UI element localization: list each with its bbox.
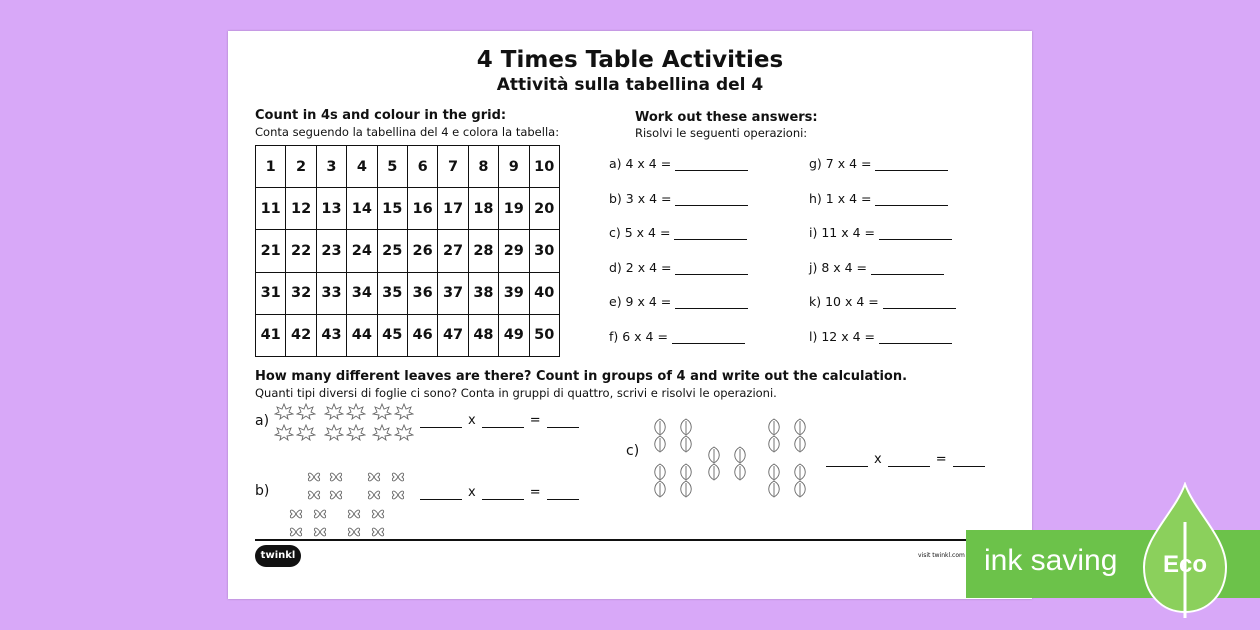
grid-cell[interactable]: 13 bbox=[316, 188, 346, 230]
grid-cell[interactable]: 38 bbox=[468, 272, 498, 314]
grid-cell[interactable]: 11 bbox=[256, 188, 286, 230]
grid-cell[interactable]: 4 bbox=[347, 146, 377, 188]
answer-blank[interactable] bbox=[675, 294, 748, 309]
blank[interactable] bbox=[482, 486, 524, 500]
equals-sign: = bbox=[935, 452, 947, 467]
grid-row bbox=[256, 146, 560, 188]
leaf-icon bbox=[326, 486, 346, 504]
blank[interactable] bbox=[420, 414, 462, 428]
equals-sign: = bbox=[529, 413, 541, 428]
question-item bbox=[609, 156, 748, 171]
leaves-heading: How many different leaves are there? Count in groups of 4 and write out the calculation. bbox=[255, 369, 908, 384]
blank[interactable] bbox=[420, 486, 462, 500]
answer-blank[interactable] bbox=[674, 225, 747, 240]
leaf-icon bbox=[764, 463, 784, 481]
grid-cell[interactable]: 47 bbox=[438, 314, 468, 356]
leaf-icon bbox=[650, 480, 670, 498]
times-sign: x bbox=[468, 413, 476, 428]
grid-cell[interactable]: 8 bbox=[468, 146, 498, 188]
grid-cell[interactable]: 14 bbox=[347, 188, 377, 230]
grid-cell[interactable]: 50 bbox=[529, 314, 559, 356]
grid-cell[interactable]: 9 bbox=[499, 146, 529, 188]
grid-cell[interactable]: 39 bbox=[499, 272, 529, 314]
leaf-icon bbox=[650, 418, 670, 436]
grid-cell[interactable]: 45 bbox=[377, 314, 407, 356]
blank[interactable] bbox=[482, 414, 524, 428]
answer-blank[interactable] bbox=[875, 191, 948, 206]
hundred-grid bbox=[255, 145, 560, 357]
grid-cell[interactable]: 7 bbox=[438, 146, 468, 188]
answer-blank[interactable] bbox=[879, 225, 952, 240]
leaf-icon bbox=[346, 403, 366, 421]
answers-heading: Work out these answers: bbox=[635, 110, 818, 125]
question-text: g) 7 x 4 = bbox=[809, 156, 872, 171]
grid-cell[interactable]: 49 bbox=[499, 314, 529, 356]
answer-blank[interactable] bbox=[883, 294, 956, 309]
leaf-icon bbox=[388, 486, 408, 504]
question-item bbox=[609, 260, 748, 275]
leaf-icon bbox=[364, 486, 384, 504]
question-item bbox=[809, 294, 956, 309]
page-title: 4 Times Table Activities bbox=[476, 47, 784, 73]
grid-cell[interactable]: 6 bbox=[407, 146, 437, 188]
leaf-icon bbox=[790, 435, 810, 453]
leaf-icon bbox=[764, 435, 784, 453]
question-text: d) 2 x 4 = bbox=[609, 259, 672, 275]
question-text: k) 10 x 4 = bbox=[809, 294, 879, 310]
grid-cell[interactable]: 27 bbox=[438, 230, 468, 272]
leaf-icon bbox=[704, 463, 724, 481]
ink-saving-label: ink saving bbox=[984, 544, 1118, 577]
leaf-icon bbox=[344, 505, 364, 523]
calc-a bbox=[420, 413, 579, 428]
grid-cell[interactable]: 3 bbox=[316, 146, 346, 188]
grid-cell[interactable]: 18 bbox=[468, 188, 498, 230]
question-item bbox=[609, 329, 745, 344]
leaf-icon bbox=[310, 505, 330, 523]
grid-cell[interactable]: 36 bbox=[407, 272, 437, 314]
blank[interactable] bbox=[547, 414, 579, 428]
grid-row bbox=[256, 272, 560, 314]
grid-cell[interactable]: 40 bbox=[529, 272, 559, 314]
grid-cell[interactable]: 15 bbox=[377, 188, 407, 230]
grid-cell[interactable]: 16 bbox=[407, 188, 437, 230]
grid-cell[interactable]: 22 bbox=[286, 230, 316, 272]
grid-cell[interactable]: 1 bbox=[256, 146, 286, 188]
leaf-icon bbox=[394, 403, 414, 421]
grid-cell[interactable]: 31 bbox=[256, 272, 286, 314]
leaf-icon bbox=[286, 505, 306, 523]
worksheet bbox=[228, 31, 1032, 599]
answer-blank[interactable] bbox=[675, 260, 748, 275]
grid-cell[interactable]: 17 bbox=[438, 188, 468, 230]
blank[interactable] bbox=[547, 486, 579, 500]
leaf-icon bbox=[650, 463, 670, 481]
answer-blank[interactable] bbox=[672, 329, 745, 344]
blank[interactable] bbox=[826, 453, 868, 467]
grid-cell[interactable]: 24 bbox=[347, 230, 377, 272]
times-sign: x bbox=[468, 485, 476, 500]
question-text: h) 1 x 4 = bbox=[809, 190, 872, 206]
footer-divider bbox=[255, 539, 1007, 541]
answers-subheading: Risolvi le seguenti operazioni: bbox=[635, 126, 808, 140]
grid-cell[interactable]: 30 bbox=[529, 230, 559, 272]
grid-cell[interactable]: 5 bbox=[377, 146, 407, 188]
leaf-label-a: a) bbox=[255, 413, 270, 429]
leaf-icon bbox=[790, 480, 810, 498]
question-item bbox=[809, 191, 948, 206]
grid-cell[interactable]: 2 bbox=[286, 146, 316, 188]
leaf-icon bbox=[274, 403, 294, 421]
question-text: e) 9 x 4 = bbox=[609, 294, 672, 310]
question-item bbox=[809, 156, 948, 171]
grid-cell[interactable]: 41 bbox=[256, 314, 286, 356]
grid-cell[interactable]: 23 bbox=[316, 230, 346, 272]
leaf-icon bbox=[676, 418, 696, 436]
grid-cell[interactable]: 43 bbox=[316, 314, 346, 356]
leaf-icon bbox=[304, 468, 324, 486]
question-text: i) 11 x 4 = bbox=[809, 225, 875, 241]
leaf-icon bbox=[394, 424, 414, 442]
leaf-label-c: c) bbox=[626, 443, 640, 459]
grid-cell[interactable]: 19 bbox=[499, 188, 529, 230]
leaf-label-b: b) bbox=[255, 483, 270, 499]
question-text: a) 4 x 4 = bbox=[609, 156, 672, 171]
leaf-icon bbox=[790, 418, 810, 436]
leaf-icon bbox=[676, 480, 696, 498]
grid-cell[interactable]: 26 bbox=[407, 230, 437, 272]
leaf-icon bbox=[368, 505, 388, 523]
question-item bbox=[609, 191, 748, 206]
leaf-icon bbox=[296, 424, 316, 442]
leaf-icon bbox=[676, 463, 696, 481]
leaf-icon bbox=[388, 468, 408, 486]
calc-c bbox=[826, 452, 985, 467]
leaf-icon bbox=[764, 418, 784, 436]
leaf-icon bbox=[324, 403, 344, 421]
leaf-icon bbox=[304, 486, 324, 504]
grid-cell[interactable]: 34 bbox=[347, 272, 377, 314]
grid-cell[interactable]: 25 bbox=[377, 230, 407, 272]
equals-sign: = bbox=[529, 485, 541, 500]
answer-blank[interactable] bbox=[675, 156, 748, 171]
blank[interactable] bbox=[953, 453, 985, 467]
leaf-icon bbox=[704, 446, 724, 464]
grid-cell[interactable]: 12 bbox=[286, 188, 316, 230]
question-text: b) 3 x 4 = bbox=[609, 190, 672, 206]
page-subtitle: Attività sulla tabellina del 4 bbox=[496, 75, 764, 95]
question-item bbox=[609, 225, 747, 240]
grid-cell[interactable]: 42 bbox=[286, 314, 316, 356]
leaf-icon bbox=[274, 424, 294, 442]
leaf-icon bbox=[730, 463, 750, 481]
leaf-icon bbox=[296, 403, 316, 421]
question-item bbox=[609, 294, 748, 309]
answer-blank[interactable] bbox=[875, 156, 948, 171]
eco-label: Eco bbox=[1162, 551, 1208, 578]
grid-cell[interactable]: 48 bbox=[468, 314, 498, 356]
leaves-subheading: Quanti tipi diversi di foglie ci sono? Conta in gruppi di quattro, scrivi e risolvi le operazioni. bbox=[255, 386, 777, 400]
grid-cell[interactable]: 37 bbox=[438, 272, 468, 314]
leaf-icon bbox=[324, 424, 344, 442]
question-text: l) 12 x 4 = bbox=[809, 329, 875, 344]
calc-b bbox=[420, 485, 579, 500]
grid-row bbox=[256, 314, 560, 356]
grid-cell[interactable]: 21 bbox=[256, 230, 286, 272]
leaf-icon bbox=[730, 446, 750, 464]
grid-cell[interactable]: 33 bbox=[316, 272, 346, 314]
leaf-icon bbox=[650, 435, 670, 453]
grid-cell[interactable]: 32 bbox=[286, 272, 316, 314]
answer-blank[interactable] bbox=[871, 260, 944, 275]
leaf-icon bbox=[364, 468, 384, 486]
grid-subheading: Conta seguendo la tabellina del 4 e colora la tabella: bbox=[255, 125, 560, 139]
grid-cell[interactable]: 28 bbox=[468, 230, 498, 272]
grid-row bbox=[256, 230, 560, 272]
leaf-icon bbox=[372, 424, 392, 442]
question-text: c) 5 x 4 = bbox=[609, 225, 671, 241]
twinkl-logo: twinkl bbox=[255, 545, 301, 567]
leaf-icon bbox=[790, 463, 810, 481]
leaf-icon bbox=[326, 468, 346, 486]
grid-cell[interactable]: 29 bbox=[499, 230, 529, 272]
answer-blank[interactable] bbox=[675, 191, 748, 206]
question-text: f) 6 x 4 = bbox=[609, 329, 668, 344]
leaf-icon bbox=[372, 403, 392, 421]
visit-link: visit twinkl.com bbox=[918, 552, 965, 559]
grid-cell[interactable]: 20 bbox=[529, 188, 559, 230]
question-text: j) 8 x 4 = bbox=[809, 259, 868, 275]
answer-blank[interactable] bbox=[879, 329, 952, 344]
leaf-icon bbox=[764, 480, 784, 498]
times-sign: x bbox=[874, 452, 882, 467]
question-item bbox=[809, 260, 944, 275]
grid-cell[interactable]: 10 bbox=[529, 146, 559, 188]
leaf-icon bbox=[346, 424, 366, 442]
grid-cell[interactable]: 35 bbox=[377, 272, 407, 314]
question-item bbox=[809, 225, 952, 240]
grid-cell[interactable]: 44 bbox=[347, 314, 377, 356]
grid-heading: Count in 4s and colour in the grid: bbox=[255, 108, 507, 123]
grid-cell[interactable]: 46 bbox=[407, 314, 437, 356]
question-item bbox=[809, 329, 952, 344]
eco-drop-icon bbox=[1140, 482, 1230, 622]
leaf-icon bbox=[676, 435, 696, 453]
blank[interactable] bbox=[888, 453, 930, 467]
grid-row bbox=[256, 188, 560, 230]
